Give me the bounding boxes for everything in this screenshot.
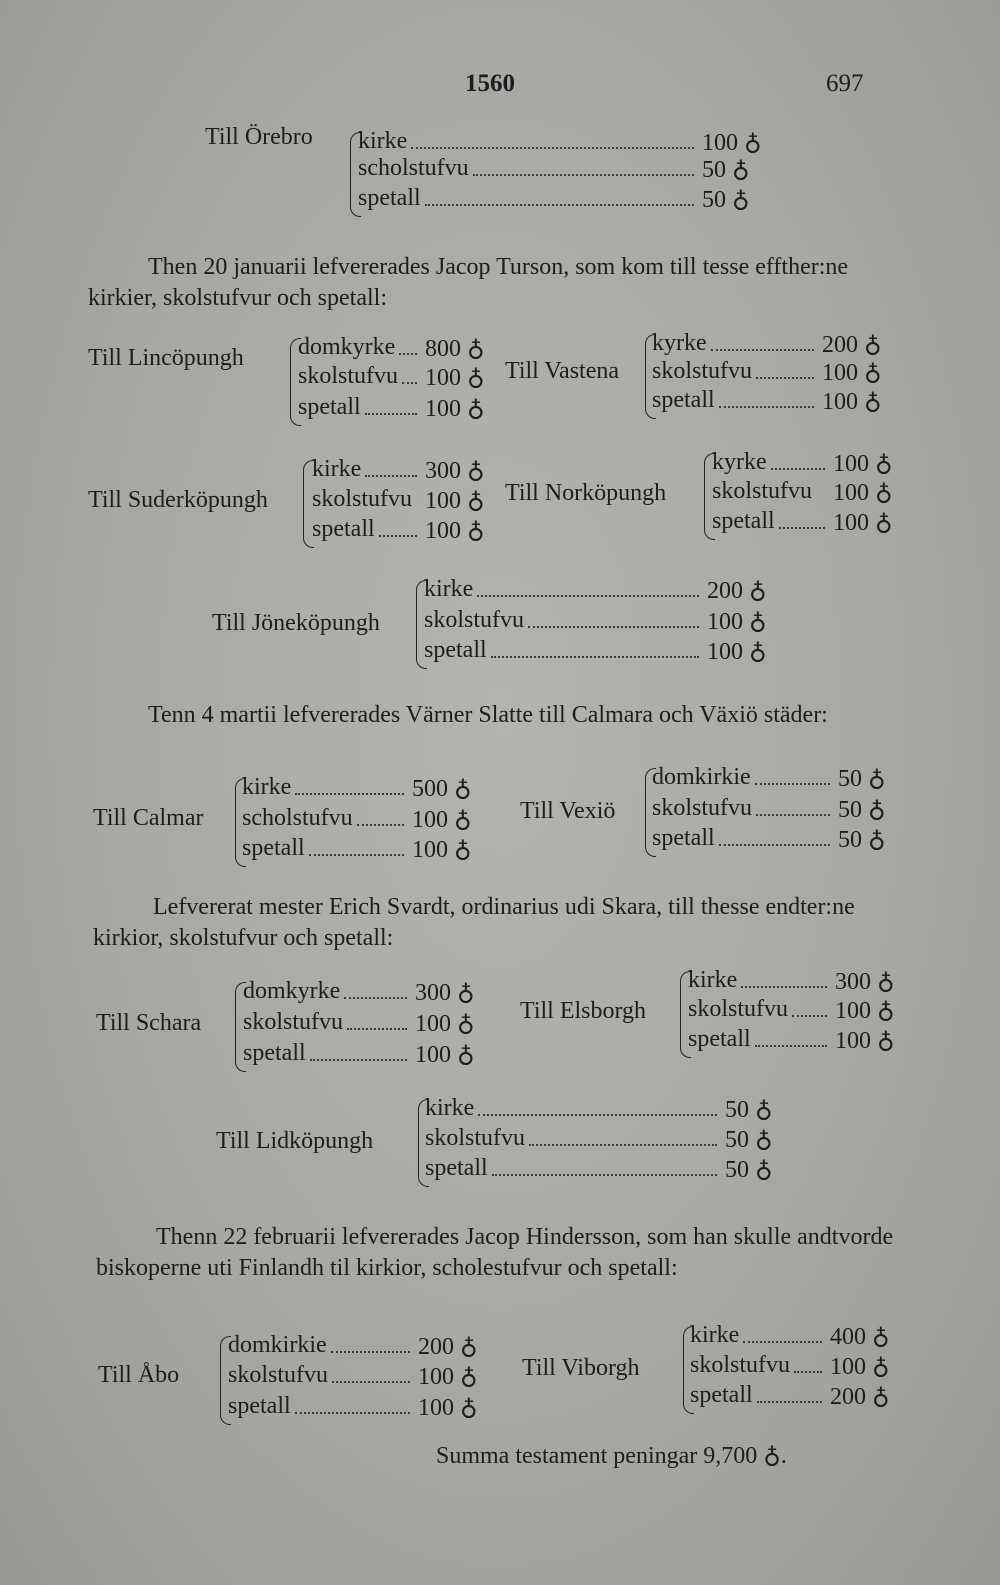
entry-amount: 100 ♁ [412,807,472,833]
entry-row [652,764,908,794]
entry-amount: 50 ♁ [838,827,886,853]
entry-label: skolstufvu [425,1125,526,1151]
entry-amount: 200 ♁ [707,578,767,604]
entry-label: skolstufvu [652,358,753,384]
entry-row [242,774,482,804]
dotted-leader [756,377,814,379]
entry-row [243,1040,485,1070]
paragraph-hindersson: Thenn 22 februarii lefvererades Jacop Hindersson, som han skulle andtvorde biskoperne uti Finlandh til kirkior, scholestufvur och spetall: [96,1224,894,1281]
dotted-leader [755,783,830,785]
entry-amount: 200 ♁ [822,332,882,358]
entry-amount: 100 ♁ [822,389,882,415]
place-name: Till Jöneköpungh [212,610,380,636]
entry-row [358,155,772,185]
dotted-leader [757,1401,822,1403]
dotted-leader [379,535,417,537]
dotted-leader [477,595,699,597]
entry-row [425,1095,795,1125]
dotted-leader [756,814,830,816]
page-number: 697 [826,70,864,97]
entry-row [228,1362,488,1392]
place-name: Till Örebro [205,124,313,150]
dotted-leader [331,1351,410,1353]
entry-label: skolstufvu [424,607,525,633]
entry-label: spetall [298,394,361,420]
entry-amount: 100 ♁ [415,1042,475,1068]
entry-row [688,996,905,1026]
dotted-leader [743,1341,822,1343]
entry-label: scholstufvu [242,805,353,831]
entry-row [242,835,482,865]
entry-row [358,185,772,215]
entry-amount: 400 ♁ [830,1324,890,1350]
place-name: Till Norköpungh [505,480,667,506]
entry-amount: 50 ♁ [702,187,750,213]
entry-amount: 100 ♁ [830,1354,890,1380]
page-year-header: 1560 [465,70,515,97]
entry-label: domkyrke [298,334,396,360]
entry-label: spetall [425,1155,488,1181]
entry-amount: 50 ♁ [838,797,886,823]
entry-row [652,387,892,417]
entry-amount: 100 ♁ [418,1395,478,1421]
entry-label: kirke [690,1322,740,1348]
entry-row [243,1009,485,1039]
dotted-leader [755,1045,827,1047]
dotted-leader [792,1015,827,1017]
entry-amount: 300 ♁ [425,458,485,484]
entry-amount: 50 ♁ [702,157,750,183]
place-name: Till Vexiö [520,798,616,824]
paragraph-slatte: Tenn 4 martii lefvererades Värner Slatte till Calmara och Växiö städer: [148,702,828,728]
paragraph-turson: Then 20 januarii lefvererades Jacop Turson, som kom till tesse effther:ne kirkier, skolstufvur och spetall: [88,254,849,311]
entry-label: skolstufvu [652,795,753,821]
entry-label: kirke [688,967,738,993]
entry-amount: 50 ♁ [725,1127,773,1153]
entry-row [688,967,905,997]
entry-label: skolstufvu [312,486,413,512]
dotted-leader [425,204,694,206]
dotted-leader [295,1412,410,1414]
entry-label: spetall [424,637,487,663]
entry-row [424,576,777,606]
entry-row [228,1332,488,1362]
dotted-leader [365,413,417,415]
dotted-leader [411,147,694,149]
entry-amount: 100 ♁ [418,1364,478,1390]
dotted-leader [794,1371,822,1373]
entry-amount: 50 ♁ [725,1157,773,1183]
entry-amount: 300 ♁ [415,980,475,1006]
dotted-leader [399,353,417,355]
entry-label: kyrke [712,449,767,475]
entry-amount: 100 ♁ [835,998,895,1024]
place-name: Till Lincöpungh [88,345,244,371]
entry-amount: 800 ♁ [425,336,485,362]
entry-row [425,1125,795,1155]
entry-row [242,805,482,835]
entry-label: spetall [652,825,715,851]
dotted-leader [741,986,827,988]
entry-row [312,486,495,516]
place-name: Till Åbo [98,1362,180,1388]
dotted-leader [478,1114,717,1116]
entry-label: skolstufvu [690,1352,791,1378]
entry-row [358,128,772,158]
entry-label: scholstufvu [358,155,469,181]
entry-amount: 100 ♁ [833,451,893,477]
entry-row [424,637,777,667]
entry-row [690,1382,900,1412]
entry-amount: 100 ♁ [707,639,767,665]
entry-amount: 100 ♁ [707,609,767,635]
dotted-leader [492,1174,717,1176]
dotted-leader [779,527,825,529]
dotted-leader [719,406,814,408]
dotted-leader [347,1028,407,1030]
entry-label: spetall [712,508,775,534]
entry-label: kirke [242,774,292,800]
entry-label: domkirkie [228,1332,327,1358]
entry-label: kyrke [652,330,707,356]
entry-label: domkyrke [243,978,341,1004]
dotted-leader [332,1381,410,1383]
entry-row [298,394,495,424]
entry-label: skolstufvu [228,1362,329,1388]
entry-amount: 100 ♁ [822,360,882,386]
entry-amount: 100 ♁ [412,837,472,863]
entry-amount: 100 ♁ [425,365,485,391]
dotted-leader [309,854,404,856]
dotted-leader [491,656,699,658]
entry-amount: 100 ♁ [835,1028,895,1054]
dotted-leader [473,174,694,176]
entry-label: spetall [690,1382,753,1408]
entry-row [425,1155,795,1185]
entry-row [243,978,485,1008]
entry-amount: 50 ♁ [725,1097,773,1123]
entry-label: skolstufvu [712,478,813,504]
dotted-leader [711,349,814,351]
dotted-leader [310,1059,407,1061]
entry-row [712,478,903,508]
paragraph-svardt: Lefvererat mester Erich Svardt, ordinarius udi Skara, till thesse endter:ne kirkior, skolstufvur och spetall: [93,894,855,951]
dotted-leader [295,793,404,795]
entry-row [312,456,495,486]
entry-amount: 50 ♁ [838,766,886,792]
entry-row [712,449,903,479]
entry-row [690,1352,900,1382]
entry-label: kirke [424,576,474,602]
entry-amount: 500 ♁ [412,776,472,802]
entry-label: spetall [242,835,305,861]
entry-amount: 100 ♁ [833,510,893,536]
entry-row [690,1322,900,1352]
entry-row [652,795,908,825]
entry-label: spetall [652,387,715,413]
entry-label: kirke [425,1095,475,1121]
entry-label: spetall [688,1026,751,1052]
entry-row [298,334,495,364]
entry-row [424,607,777,637]
place-name: Till Suderköpungh [88,487,268,513]
entry-label: spetall [358,185,421,211]
place-name: Till Lidköpungh [216,1128,374,1154]
entry-row [652,330,892,360]
entry-row [312,516,495,546]
dotted-leader [402,382,417,384]
dotted-leader [365,475,417,477]
place-name: Till Calmar [93,805,204,831]
total-sum-line: Summa testament peningar 9,700 ♁. [436,1443,787,1469]
entry-label: skolstufvu [298,363,399,389]
dotted-leader [528,626,699,628]
dotted-leader [719,844,830,846]
entry-amount: 300 ♁ [835,969,895,995]
dotted-leader [771,468,825,470]
entry-label: skolstufvu [688,996,789,1022]
dotted-leader [357,824,404,826]
entry-amount: 100 ♁ [702,130,762,156]
entry-amount: 100 ♁ [425,518,485,544]
place-name: Till Schara [96,1010,202,1036]
entry-row [688,1026,905,1056]
entry-amount: 100 ♁ [425,396,485,422]
entry-row [712,508,903,538]
place-name: Till Viborgh [522,1355,640,1381]
entry-amount: 100 ♁ [415,1011,475,1037]
dotted-leader [344,997,407,999]
entry-row [652,825,908,855]
entry-label: spetall [228,1393,291,1419]
entry-amount: 100 ♁ [833,480,893,506]
entry-row [228,1393,488,1423]
dotted-leader [529,1144,717,1146]
place-name: Till Vastena [505,358,620,384]
entry-amount: 100 ♁ [425,488,485,514]
entry-label: spetall [312,516,375,542]
entry-label: skolstufvu [243,1009,344,1035]
entry-row [298,363,495,393]
place-name: Till Elsborgh [520,998,647,1024]
entry-label: domkirkie [652,764,751,790]
entry-amount: 200 ♁ [418,1334,478,1360]
entry-label: kirke [358,128,408,154]
entry-row [652,358,892,388]
entry-amount: 200 ♁ [830,1384,890,1410]
entry-label: kirke [312,456,362,482]
entry-label: spetall [243,1040,306,1066]
